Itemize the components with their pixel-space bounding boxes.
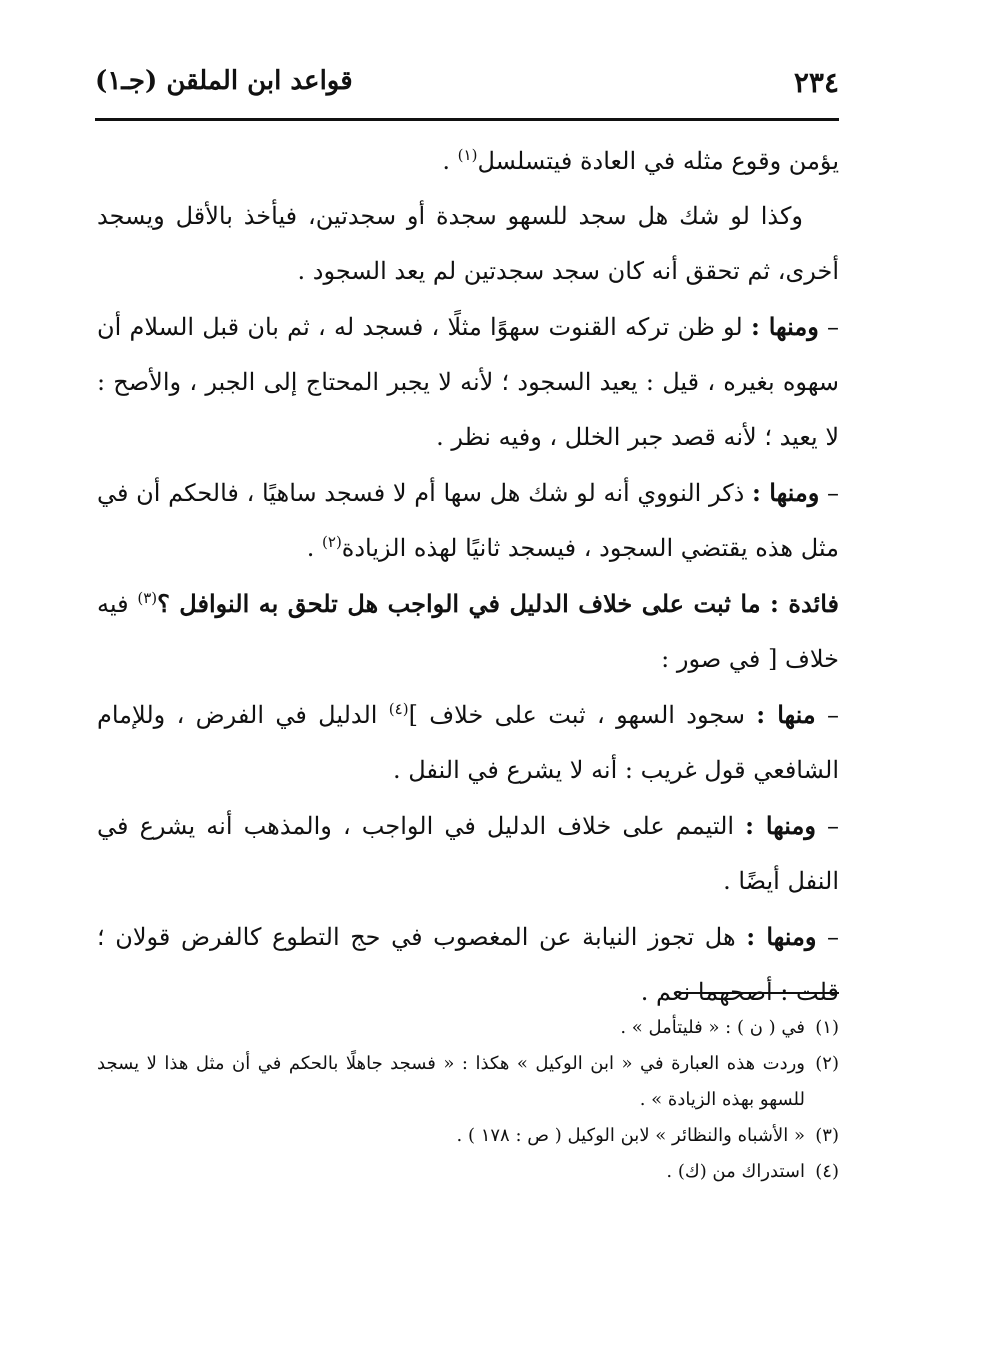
paragraph-3 xyxy=(97,299,839,465)
paragraph-8-dash: – xyxy=(816,923,839,951)
footnote-ref-4: (٤) xyxy=(388,700,409,718)
paragraph-1 xyxy=(97,134,839,189)
paragraph-8 xyxy=(97,909,839,1020)
page-header xyxy=(95,62,839,121)
paragraph-3-dash: – xyxy=(818,313,839,341)
paragraph-1-end: . xyxy=(442,147,458,175)
footnote-2 xyxy=(97,1046,839,1118)
paragraph-7-text: التيمم على خلاف الدليل في الواجب ، والمذهب أنه يشرع في النفل أيضًا . xyxy=(97,812,839,895)
paragraph-5-text: فيه خلاف [ في صور : xyxy=(97,590,839,673)
footnote-number: (١) xyxy=(815,1017,839,1038)
paragraph-6-lead: منها : xyxy=(756,700,816,729)
paragraph-7-dash: – xyxy=(815,812,840,840)
footnote-ref-3: (٣) xyxy=(137,589,158,607)
paragraph-6-text-b: الدليل في الفرض ، وللإمام الشافعي قول غريب : أنه لا يشرع في النفل . xyxy=(97,701,839,784)
footnote-text: في ( ن ) : « فليتأمل » . xyxy=(620,1017,805,1038)
paragraph-6 xyxy=(97,687,839,798)
paragraph-7-lead: ومنها : xyxy=(745,811,816,840)
page-number: ٢٣٤ xyxy=(793,66,839,99)
paragraph-8-lead: ومنها : xyxy=(746,922,817,951)
paragraph-6-dash: – xyxy=(815,701,839,729)
footnote-text: « الأشباه والنظائر » لابن الوكيل ( ص : ١٧٨ ) . xyxy=(456,1125,805,1146)
footnote-number: (٤) xyxy=(815,1161,839,1182)
footnote-separator xyxy=(679,992,839,994)
footnote-3 xyxy=(97,1118,839,1154)
paragraph-4-lead: ومنها : xyxy=(752,478,820,507)
footnote-1 xyxy=(97,1010,839,1046)
footnote-4 xyxy=(97,1154,839,1190)
paragraph-8-text: هل تجوز النيابة عن المغصوب في حج التطوع كالفرض قولان ؛ قلت : أصحهما نعم . xyxy=(97,923,839,1006)
footnote-ref-2: (٢) xyxy=(322,533,342,551)
paragraph-4 xyxy=(97,465,839,576)
main-text xyxy=(97,134,839,1020)
paragraph-6-text-a: سجود السهو ، ثبت على خلاف ] xyxy=(408,701,757,729)
paragraph-3-lead: ومنها : xyxy=(750,312,819,341)
footnote-text: وردت هذه العبارة في « ابن الوكيل » هكذا : « فسجد جاهلًا بالحكم في أن مثل هذا لا يسجد للسهو بهذه الزيادة » . xyxy=(97,1053,805,1110)
footnote-number: (٣) xyxy=(815,1125,839,1146)
paragraph-5 xyxy=(97,576,839,687)
paragraph-2: وكذا لو شك هل سجد للسهو سجدة أو سجدتين، فيأخذ بالأقل ويسجد أخرى، ثم تحقق أنه كان سجد سجدتين لم يعد السجود . xyxy=(97,202,839,285)
paragraph-1-text: يؤمن وقوع مثله في العادة فيتسلسل xyxy=(477,147,839,175)
footnote-number: (٢) xyxy=(815,1053,839,1074)
footnote-text: استدراك من (ك) . xyxy=(666,1161,805,1182)
paragraph-3-text: لو ظن تركه القنوت سهوًا مثلًا ، فسجد له ، ثم بان قبل السلام أن سهوه بغيره ، قيل : يعيد السجود ؛ لأنه لا يجبر المحتاج إلى الجبر ، والأصح : لا يعيد ؛ لأنه قصد جبر الخلل ، وفيه نظر . xyxy=(97,313,839,451)
running-title: قواعد ابن الملقن (جـ١) xyxy=(95,66,353,96)
paragraph-4-dash: – xyxy=(819,479,839,507)
paragraph-7 xyxy=(97,798,839,909)
paragraph-4-text: ذكر النووي أنه لو شك هل سها أم لا فسجد ساهيًا ، فالحكم أن في مثل هذه يقتضي السجود ، فيسجد ثانيًا لهذه الزيادة xyxy=(97,479,839,562)
paragraph-4-end: . xyxy=(306,534,323,562)
footnotes xyxy=(97,1010,839,1190)
footnote-ref-1: (١) xyxy=(457,146,478,164)
paragraph-5-lead: فائدة : ما ثبت على خلاف الدليل في الواجب هل تلحق به النوافل ؟ xyxy=(157,589,840,618)
